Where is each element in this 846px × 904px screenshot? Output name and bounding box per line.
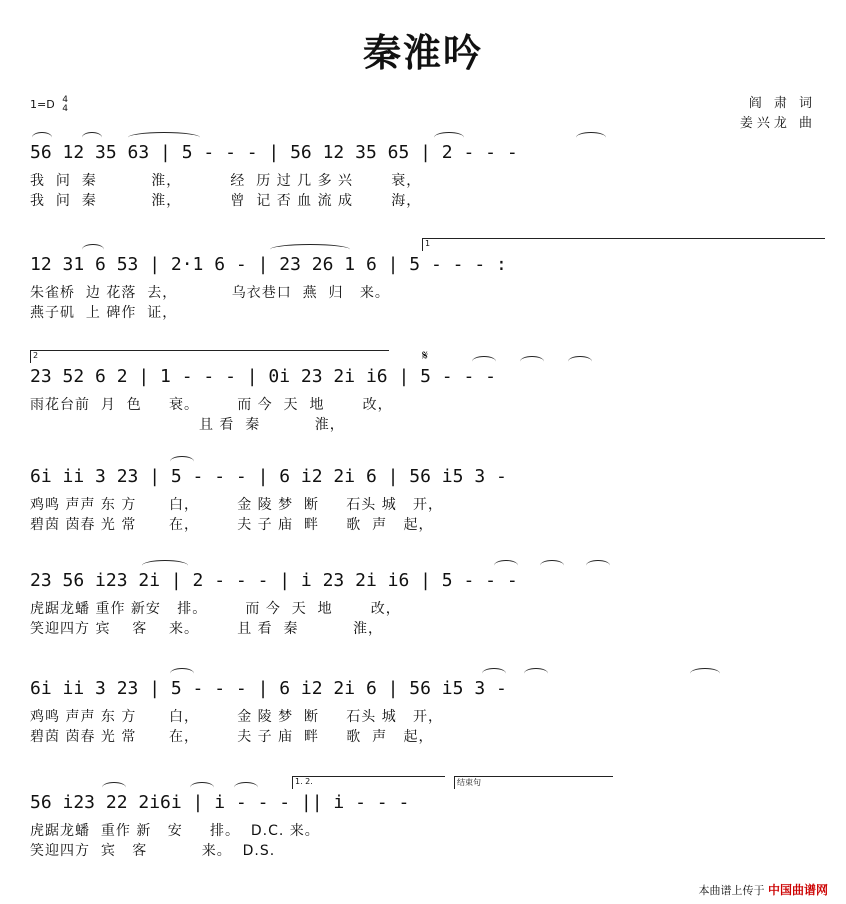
volta-label: 1. 2. bbox=[295, 777, 313, 786]
notation-text: 6i ii 3 23 | 5 - - - | 6 i2 2i 6 | 56 i5 3 - bbox=[30, 466, 507, 487]
volta-label: 1 bbox=[425, 239, 431, 248]
key-label: 1=D bbox=[30, 98, 55, 111]
lyric-verse-1: 鸡鸣 声声 东 方 白， 金 陵 梦 断 石头 城 开， bbox=[30, 709, 444, 725]
notation-line bbox=[30, 564, 826, 596]
notation-line bbox=[30, 460, 826, 492]
system-4 bbox=[30, 460, 826, 540]
notation-text: 12 31 6 53 | 2·1 6 - | 23 26 1 6 | 5 - - - : bbox=[30, 254, 507, 275]
lyric-verse-1: 鸡鸣 声声 东 方 白， 金 陵 梦 断 石头 城 开， bbox=[30, 497, 444, 513]
lyric-verse-1: 我 问 秦 淮， 经 历 过 几 多 兴 衰， bbox=[30, 173, 422, 189]
system-1 bbox=[30, 136, 826, 216]
lyric-verse-2: 笑迎四方 宾 客 来。 且 看 秦 淮， bbox=[30, 621, 384, 637]
notation-text: 56 12 35 63 | 5 - - - | 56 12 35 65 | 2 - - - bbox=[30, 142, 518, 163]
system-7 bbox=[30, 777, 826, 866]
notation-line bbox=[30, 136, 826, 168]
lyric-verse-1: 朱雀桥 边 花落 去， 乌衣巷口 燕 归 来。 bbox=[30, 285, 390, 301]
key-signature bbox=[30, 96, 68, 114]
notation-line bbox=[30, 248, 826, 280]
lyric-verse-2: 碧茵 茵春 光 常 在， 夫 子 庙 畔 歌 声 起， bbox=[30, 729, 434, 745]
upload-text: 本曲谱上传于 bbox=[698, 884, 765, 897]
lyric-verse-2: 笑迎四方 宾 客 来。 D.S. bbox=[30, 843, 276, 859]
time-top: 4 bbox=[62, 95, 68, 105]
notation-text: 56 i23 22 2i6i | i - - - || i - - - bbox=[30, 792, 410, 813]
system-5 bbox=[30, 564, 826, 644]
system-3 bbox=[30, 348, 826, 440]
notation-text: 23 56 i23 2i | 2 - - - | i 23 2i i6 | 5 - - - bbox=[30, 570, 518, 591]
lyric-verse-2: 燕子矶 上 碑作 证， bbox=[30, 305, 178, 321]
upload-footer bbox=[698, 881, 828, 898]
lyric-verse-1: 虎踞龙蟠 重作 新安 排。 而 今 天 地 改， bbox=[30, 601, 401, 617]
notation-text: 23 52 6 2 | 1 - - - | 0i 23 2i i6 | 5 - - - bbox=[30, 366, 496, 387]
time-signature bbox=[62, 96, 68, 114]
system-2 bbox=[30, 239, 826, 328]
volta-label: 2 bbox=[33, 351, 39, 360]
lyric-verse-1: 虎踞龙蟠 重作 新 安 排。 D.C. 来。 bbox=[30, 823, 320, 839]
system-6 bbox=[30, 672, 826, 752]
lyric-verse-2: 碧茵 茵春 光 常 在， 夫 子 庙 畔 歌 声 起， bbox=[30, 517, 434, 533]
notation-line bbox=[30, 360, 826, 392]
lyric-verse-2: 我 问 秦 淮， 曾 记 否 血 流 成 海， bbox=[30, 193, 422, 209]
composer-credit: 姜兴龙 曲 bbox=[739, 116, 816, 131]
notation-line bbox=[30, 672, 826, 704]
page-title: 秦淮吟 bbox=[362, 31, 483, 75]
lyricist-credit: 阎 肃 词 bbox=[748, 96, 816, 111]
segno-sign: 𝄋 bbox=[422, 348, 429, 364]
notation-line bbox=[30, 786, 826, 818]
lyric-verse-2: 且 看 秦 淮， bbox=[30, 417, 345, 433]
time-bottom: 4 bbox=[62, 104, 68, 114]
lyric-verse-1: 雨花台前 月 色 衰。 而 今 天 地 改， bbox=[30, 397, 393, 413]
site-logo-text[interactable]: 中国曲谱网 bbox=[767, 883, 828, 897]
ending-label: 结束句 bbox=[457, 778, 481, 787]
notation-text: 6i ii 3 23 | 5 - - - | 6 i2 2i 6 | 56 i5 3 - bbox=[30, 678, 507, 699]
